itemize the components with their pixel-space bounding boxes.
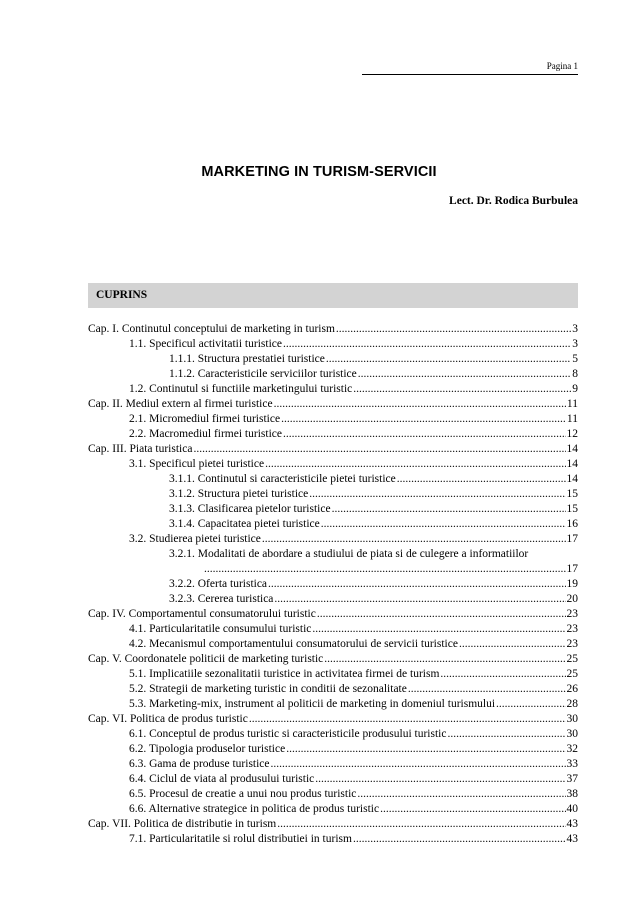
toc-entry-title: 4.2. Mecanismul comportamentului consumatorului de servicii turistice [129,638,458,650]
toc-entry[interactable] [88,412,578,427]
toc-entry[interactable] [88,742,578,757]
toc-entry-page: 12 [566,428,578,440]
toc-entry-page: 23 [566,623,578,635]
document-title: MARKETING IN TURISM-SERVICII [201,164,437,180]
toc-dot-leader [274,397,566,412]
toc-entry-title: 3.2.1. Modalitati de abordare a studiului de piata si de culegere a informatiilor [169,548,529,560]
toc-entry[interactable] [88,427,578,442]
toc-heading: CUPRINS [96,289,148,301]
toc-dot-leader [312,622,565,637]
toc-entry-title: 1.1.1. Structura prestatiei turistice [169,353,325,365]
toc-entry[interactable] [88,352,578,367]
toc-entry-page: 19 [566,578,578,590]
toc-dot-leader [357,787,565,802]
toc-entry-page: 33 [566,758,578,770]
toc-entry-page: 15 [566,488,578,500]
toc-dot-leader [204,562,566,577]
toc-entry-page: 43 [566,833,578,845]
toc-entry-title: 6.4. Ciclul de viata al produsului turistic [129,773,315,785]
toc-entry[interactable] [88,787,578,802]
toc-entry[interactable] [88,547,578,562]
toc-entry[interactable] [88,772,578,787]
toc-entry[interactable] [88,337,578,352]
toc-entry-title: Cap. VI. Politica de produs turistic [88,713,248,725]
toc-entry[interactable] [88,397,578,412]
toc-entry[interactable] [88,817,578,832]
toc-dot-leader [332,502,566,517]
toc-entry-page: 43 [566,818,578,830]
page-number: Pagina 1 [546,61,578,71]
toc-dot-leader [459,637,566,652]
toc-entry-title: 3.1. Specificul pietei turistice [129,458,265,470]
toc-entry[interactable] [88,487,578,502]
toc-entry[interactable] [88,607,578,622]
toc-entry-page: 5 [572,353,578,365]
toc-dot-leader [358,367,571,382]
toc-entry-page: 30 [566,728,578,740]
toc-entry-title: Cap. V. Coordonatele politicii de marketing turistic [88,653,324,665]
toc-entry-title: 3.2.3. Cererea turistica [169,593,274,605]
toc-entry[interactable] [88,442,578,457]
toc-entry-page: 11 [566,398,578,410]
toc-entry[interactable] [88,727,578,742]
toc-dot-leader [353,832,566,847]
toc-entry[interactable] [88,502,578,517]
toc-entry-page: 23 [566,638,578,650]
toc-entry[interactable] [88,757,578,772]
toc-entry[interactable] [88,517,578,532]
toc-entry-title: 2.1. Micromediul firmei turistice [129,413,281,425]
toc-entry[interactable] [88,592,578,607]
toc-entry[interactable] [88,832,578,847]
toc-entry[interactable] [88,532,578,547]
toc-dot-leader [281,412,566,427]
toc-entry-page: 15 [566,503,578,515]
toc-entry-title: 4.1. Particularitatile consumului turistic [129,623,312,635]
toc-entry-title: Cap. VII. Politica de distributie in turism [88,818,277,830]
toc-entry-title: 6.6. Alternative strategice in politica de produs turistic [129,803,380,815]
toc-entry-page: 32 [566,743,578,755]
toc-entry-page: 11 [566,413,578,425]
toc-dot-leader [309,487,565,502]
toc-entry-title: 3.2. Studierea pietei turistice [129,533,261,545]
toc-dot-leader [274,592,565,607]
toc-dot-leader [249,712,566,727]
toc-entry[interactable] [88,577,578,592]
toc-entry-page: 3 [572,323,578,335]
table-of-contents [88,322,578,847]
toc-entry-title: 5.3. Marketing-mix, instrument al politicii de marketing in domeniul turismului [129,698,496,710]
toc-entry[interactable] [88,322,578,337]
toc-entry-page: 17 [566,533,578,545]
toc-entry-page: 17 [566,563,578,575]
toc-entry-title: 1.2. Continutul si functiile marketingului turistic [129,383,353,395]
toc-entry-page: 28 [566,698,578,710]
toc-entry-title: 6.3. Gama de produse turistice [129,758,270,770]
toc-dot-leader [317,607,566,622]
toc-entry[interactable] [88,367,578,382]
toc-dot-leader [397,472,566,487]
toc-entry[interactable] [88,682,578,697]
toc-dot-leader [315,772,565,787]
toc-entry-title: 3.1.3. Clasificarea pietelor turistice [169,503,331,515]
toc-entry-title: 2.2. Macromediul firmei turistice [129,428,282,440]
toc-dot-leader [353,382,571,397]
document-author: Lect. Dr. Rodica Burbulea [449,195,578,207]
toc-entry-title: 3.2.2. Oferta turistica [169,578,268,590]
toc-entry[interactable] [88,802,578,817]
toc-entry-page: 8 [572,368,578,380]
toc-dot-leader [326,352,571,367]
toc-dot-leader [408,682,566,697]
toc-dot-leader [283,337,571,352]
toc-dot-leader [277,817,565,832]
page-header [362,63,578,75]
toc-dot-leader [271,757,566,772]
toc-entry[interactable] [88,697,578,712]
toc-dot-leader [283,427,566,442]
toc-heading-bar [88,283,578,308]
toc-dot-leader [321,517,566,532]
toc-dot-leader [286,742,565,757]
toc-entry-title: 1.1. Specificul activitatii turistice [129,338,282,350]
toc-entry-title: 6.1. Conceptul de produs turistic si caracteristicile produsului turistic [129,728,447,740]
toc-entry[interactable] [88,457,578,472]
toc-entry-title: 3.1.1. Continutul si caracteristicile pietei turistice [169,473,396,485]
toc-dot-leader [262,532,566,547]
toc-entry-title: 7.1. Particularitatile si rolul distributiei in turism [129,833,352,845]
toc-entry-page: 26 [566,683,578,695]
toc-dot-leader [193,442,565,457]
toc-entry-title: Cap. IV. Comportamentul consumatorului turistic [88,608,316,620]
toc-entry-title: Cap. II. Mediul extern al firmei turistice [88,398,273,410]
toc-entry[interactable] [88,472,578,487]
toc-entry-page: 37 [566,773,578,785]
toc-dot-leader [324,652,565,667]
toc-entry-page: 38 [566,788,578,800]
toc-entry-title: 5.1. Implicatiile sezonalitatii turistice in activitatea firmei de turism [129,668,440,680]
toc-entry-page: 14 [566,458,578,470]
toc-entry[interactable] [88,652,578,667]
toc-entry-page: 20 [566,593,578,605]
toc-dot-leader [447,727,565,742]
toc-entry-title: 3.1.2. Structura pietei turistice [169,488,309,500]
toc-entry-title: Cap. I. Continutul conceptului de marketing in turism [88,323,335,335]
toc-entry-page: 9 [572,383,578,395]
toc-entry-page: 14 [566,443,578,455]
toc-entry[interactable] [88,712,578,727]
toc-entry-page: 14 [566,473,578,485]
toc-entry-title: Cap. III. Piata turistica [88,443,193,455]
toc-entry[interactable] [88,562,578,577]
toc-entry-title: 1.1.2. Caracteristicile serviciilor turistice [169,368,357,380]
toc-entry-title: 5.2. Strategii de marketing turistic in conditii de sezonalitate [129,683,407,695]
toc-dot-leader [380,802,565,817]
toc-entry-page: 25 [566,653,578,665]
toc-entry-page: 16 [566,518,578,530]
toc-dot-leader [265,457,565,472]
toc-dot-leader [440,667,565,682]
toc-entry-page: 3 [572,338,578,350]
toc-entry-page: 40 [566,803,578,815]
toc-dot-leader [336,322,571,337]
toc-entry[interactable] [88,382,578,397]
toc-entry[interactable] [88,637,578,652]
toc-entry-page: 25 [566,668,578,680]
toc-dot-leader [268,577,565,592]
toc-entry-page: 30 [566,713,578,725]
toc-entry[interactable] [88,667,578,682]
toc-entry-title: 6.5. Procesul de creatie a unui nou produs turistic [129,788,357,800]
toc-entry[interactable] [88,622,578,637]
toc-dot-leader [496,697,565,712]
toc-entry-title: 3.1.4. Capacitatea pietei turistice [169,518,320,530]
toc-entry-title: 6.2. Tipologia produselor turistice [129,743,286,755]
toc-entry-page: 23 [566,608,578,620]
